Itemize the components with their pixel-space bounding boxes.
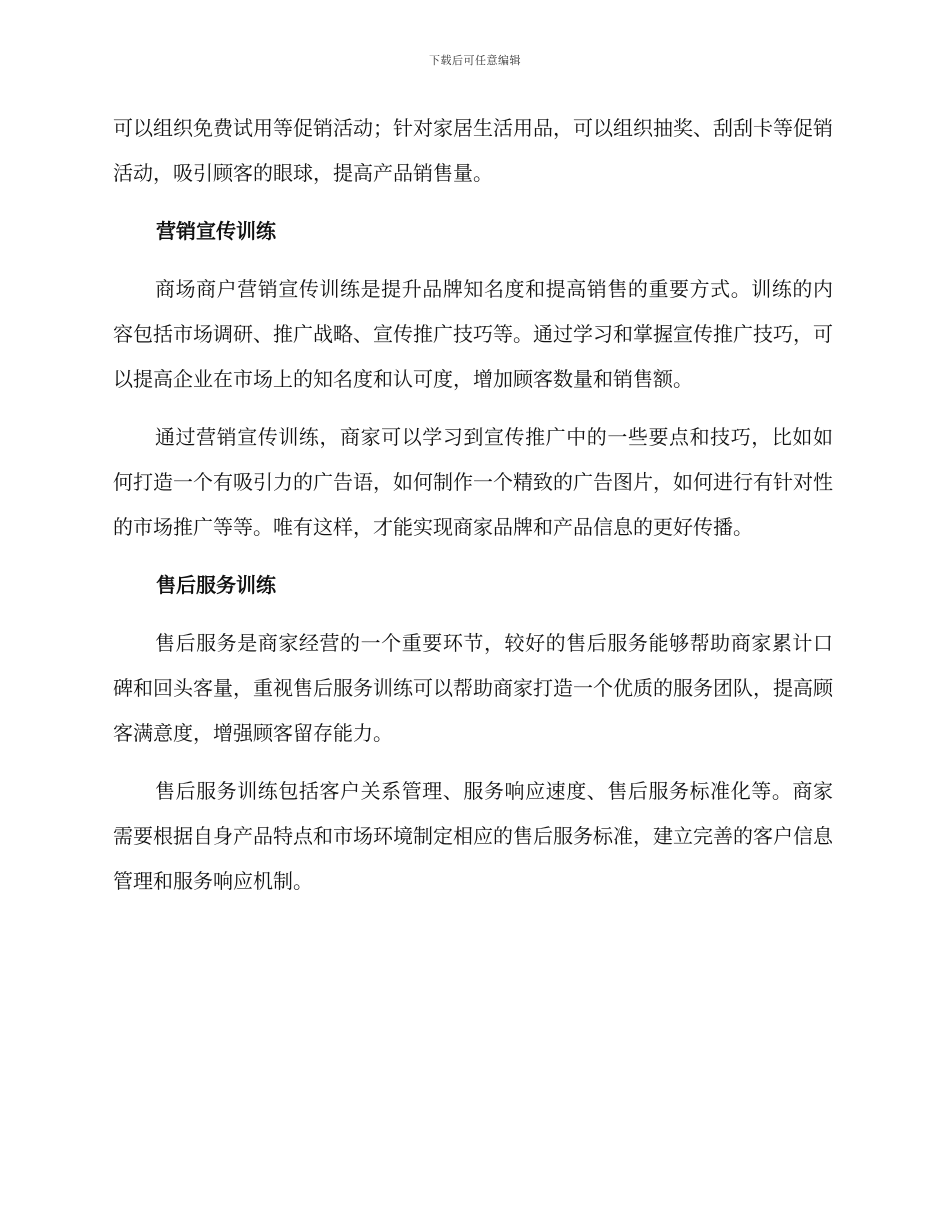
paragraph-aftersales-1: 售后服务是商家经营的一个重要环节，较好的售后服务能够帮助商家累计口碑和回头客量，重视售后服务训练可以帮助商家打造一个优质的服务团队，提高顾客满意度，增强顾客留存能力。 — [113, 631, 833, 745]
paragraph-intro: 可以组织免费试用等促销活动；针对家居生活用品，可以组织抽奖、刮刮卡等促销活动，吸引顾客的眼球，提高产品销售量。 — [113, 116, 833, 185]
section-heading-aftersales: 售后服务训练 — [156, 573, 276, 597]
paragraph-marketing-1: 商场商户营销宣传训练是提升品牌知名度和提高销售的重要方式。训练的内容包括市场调研、推广战略、宣传推广技巧等。通过学习和掌握宣传推广技巧，可以提高企业在市场上的知名度和认可度，增加顾客数量和销售额。 — [113, 277, 833, 391]
paragraph-aftersales-2: 售后服务训练包括客户关系管理、服务响应速度、售后服务标准化等。商家需要根据自身产品特点和市场环境制定相应的售后服务标准，建立完善的客户信息管理和服务响应机制。 — [113, 779, 833, 893]
spacer — [113, 756, 833, 769]
spacer — [113, 196, 833, 209]
page-header: 下载后可任意编辑 — [429, 54, 521, 67]
paragraph-marketing-2: 通过营销宣传训练，商家可以学习到宣传推广中的一些要点和技巧，比如如何打造一个有吸引力的广告语，如何制作一个精致的广告图片，如何进行有针对性的市场推广等等。唯有这样，才能实现商家品牌和产品信息的更好传播。 — [113, 425, 833, 539]
document-body — [113, 106, 833, 904]
spacer — [113, 254, 833, 267]
spacer — [113, 402, 833, 415]
section-heading-marketing: 营销宣传训练 — [156, 219, 276, 243]
spacer — [113, 550, 833, 563]
spacer — [113, 608, 833, 621]
